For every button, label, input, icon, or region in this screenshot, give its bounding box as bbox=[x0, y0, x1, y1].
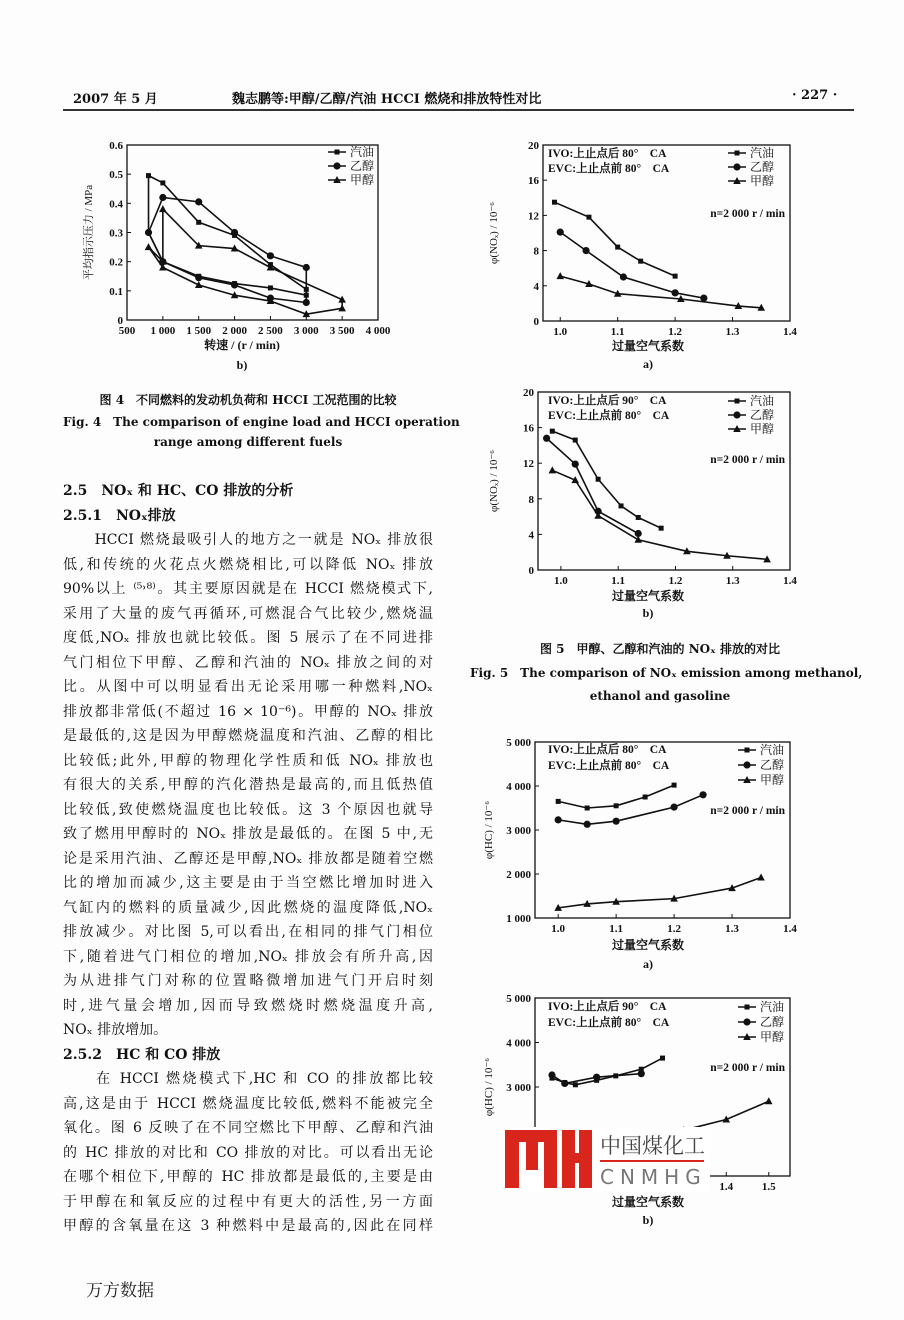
annotation: IVO:上止点后 90° CA bbox=[548, 1001, 667, 1013]
y-tick-label: 0.5 bbox=[109, 169, 123, 182]
x-tick-label: 1.5 bbox=[761, 1181, 776, 1193]
legend-label: 汽油 bbox=[750, 394, 775, 408]
body-text-column bbox=[63, 479, 433, 1239]
body-text-line: 比。从图中可以明显看出无论采用哪一种燃料,NOₓ bbox=[63, 679, 433, 695]
data-point bbox=[195, 274, 202, 281]
series-line-circle bbox=[547, 438, 639, 533]
body-text-line: 气缸内的燃料的质量减少,因此燃烧的温度降低,NOₓ bbox=[63, 899, 433, 916]
body-text-line: 采用了大量的废气再循环,可燃混合气比较少,燃烧温 bbox=[63, 605, 433, 622]
y-tick-label: 0 bbox=[533, 316, 539, 328]
data-point bbox=[146, 173, 151, 178]
annotation: n=2 000 r / min bbox=[710, 454, 785, 466]
body-text-line: 排放减少。对比图 5,可以看出,在相同的排气门相位 bbox=[63, 924, 433, 940]
data-point bbox=[673, 274, 678, 279]
body-text-line: 有很大的关系,甲醇的汽化潜热是最高的,而且低热值 bbox=[63, 777, 433, 793]
header-page-number: · 227 · bbox=[792, 88, 838, 103]
legend-marker bbox=[333, 162, 340, 169]
x-tick-label: 1.4 bbox=[719, 1181, 734, 1193]
data-point bbox=[303, 264, 310, 271]
x-tick-label: 1.0 bbox=[553, 326, 568, 338]
legend-label: 甲醇 bbox=[750, 422, 775, 436]
body-text-line: 比较低,致使燃烧温度也比较低。这 3 个原因也就导 bbox=[63, 801, 433, 818]
data-point bbox=[700, 295, 707, 302]
body-text-line: 排放都非常低(不超过 16 × 10⁻⁶)。甲醇的 NOₓ 排放 bbox=[63, 703, 433, 720]
legend-label: 汽油 bbox=[760, 743, 785, 757]
section-heading: 2.5.2 HC 和 CO 排放 bbox=[63, 1046, 221, 1063]
series-line-circle bbox=[560, 232, 704, 298]
body-text-line: 是最低的,这是因为甲醇燃烧温度和汽油、乙醇的相比 bbox=[63, 728, 433, 744]
annotation: EVC:上止点前 80° CA bbox=[548, 163, 670, 175]
y-axis-label: φ(HC) / 10⁻⁶ bbox=[483, 1057, 495, 1117]
plot-frame bbox=[127, 145, 378, 320]
data-point bbox=[757, 874, 765, 881]
data-point bbox=[543, 435, 550, 442]
x-axis-label: 过量空气系数 bbox=[611, 1195, 685, 1209]
y-tick-label: 5 000 bbox=[506, 993, 531, 1005]
legend-marker bbox=[733, 411, 740, 418]
y-tick-label: 16 bbox=[528, 175, 539, 188]
body-text-line: 低,和传统的火花点火燃烧相比,可以降低 NOₓ 排放 bbox=[63, 556, 433, 573]
body-text-line: 甲醇的含氧量在这 3 种燃料中是最高的,因此在同样 bbox=[63, 1218, 433, 1234]
x-tick-label: 1.0 bbox=[554, 575, 568, 587]
legend-label: 乙醇 bbox=[760, 1015, 785, 1029]
panel-label: b) bbox=[236, 358, 248, 372]
data-point bbox=[572, 460, 579, 467]
annotation: IVO:上止点后 80° CA bbox=[548, 744, 667, 756]
x-axis-label: 过量空气系数 bbox=[611, 938, 685, 952]
y-tick-label: 1 000 bbox=[506, 913, 531, 925]
y-tick-label: 12 bbox=[523, 458, 534, 471]
x-tick-label: 1 000 bbox=[150, 325, 176, 337]
body-text-line: 比的增加而减少,这主要是由于当空燃比增加时进入 bbox=[63, 875, 433, 891]
data-point bbox=[268, 285, 273, 290]
data-point bbox=[620, 273, 627, 280]
y-tick-label: 0.2 bbox=[109, 256, 123, 269]
y-tick-label: 4 000 bbox=[506, 781, 531, 793]
chart-4 bbox=[483, 993, 790, 1227]
header-date: 2007 年 5 月 bbox=[73, 92, 158, 107]
y-tick-label: 16 bbox=[523, 422, 534, 435]
fig5-caption-en-1: Fig. 5 The comparison of NOₓ emission among methanol, bbox=[470, 666, 863, 680]
annotation: n=2 000 r / min bbox=[710, 1062, 785, 1074]
annotation: IVO:上止点后 90° CA bbox=[548, 395, 667, 407]
annotation: n=2 000 r / min bbox=[710, 805, 785, 817]
legend-marker bbox=[733, 163, 740, 170]
y-tick-label: 4 000 bbox=[506, 1037, 531, 1050]
body-text-line: 氧化。图 6 反映了在不同空燃比下甲醇、乙醇和汽油 bbox=[63, 1120, 433, 1136]
body-text-line: 致了燃用甲醇时的 NOₓ 排放是最低的。在图 5 中,无 bbox=[63, 826, 433, 842]
data-point bbox=[672, 783, 677, 788]
data-point bbox=[765, 1097, 773, 1104]
annotation: n=2 000 r / min bbox=[710, 208, 785, 220]
x-tick-label: 3 000 bbox=[293, 325, 319, 337]
data-point bbox=[550, 429, 555, 434]
chart-0 bbox=[81, 140, 391, 372]
data-point bbox=[231, 229, 238, 236]
body-text-line: NOₓ 排放增加。 bbox=[63, 1022, 168, 1038]
y-tick-label: 0.4 bbox=[109, 198, 123, 211]
chart-3 bbox=[483, 737, 797, 971]
series-line-triangle bbox=[149, 209, 343, 314]
y-axis-label: φ(NOₓ) / 10⁻⁶ bbox=[488, 450, 500, 512]
legend-label: 甲醇 bbox=[760, 1030, 785, 1044]
legend-label: 甲醇 bbox=[350, 173, 375, 187]
data-point bbox=[584, 821, 591, 828]
fig4-caption-en-2: range among different fuels bbox=[153, 435, 343, 449]
data-point bbox=[267, 252, 274, 259]
body-text-line: 度低,NOₓ 排放也就比较低。图 5 展示了在不同进排 bbox=[63, 630, 433, 646]
data-point bbox=[613, 818, 620, 825]
y-tick-label: 8 bbox=[533, 245, 539, 258]
data-point bbox=[338, 304, 346, 311]
data-point bbox=[303, 299, 310, 306]
body-text-line: 于甲醇在和氧反应的过程中有更大的活性,另一方面 bbox=[63, 1193, 433, 1210]
y-tick-label: 20 bbox=[528, 140, 539, 152]
legend-marker bbox=[745, 748, 750, 753]
chart-2 bbox=[488, 387, 797, 620]
x-tick-label: 1.3 bbox=[725, 326, 740, 338]
section-heading: 2.5 NOₓ 和 HC、CO 排放的分析 bbox=[63, 483, 294, 499]
y-tick-label: 3 000 bbox=[506, 1082, 531, 1094]
data-point bbox=[582, 247, 589, 254]
panel-label: b) bbox=[642, 1213, 654, 1227]
body-text-line: 时,进气量会增加,因而导致燃烧时燃烧温度升高, bbox=[63, 997, 433, 1014]
x-tick-label: 1.2 bbox=[668, 326, 682, 338]
data-point bbox=[596, 477, 601, 482]
data-point bbox=[660, 1056, 665, 1061]
x-tick-label: 1.0 bbox=[551, 923, 566, 935]
body-text-line: 为从进排气门对称的位置略微增加进气门开启时刻 bbox=[63, 973, 433, 989]
x-tick-label: 1.3 bbox=[725, 575, 740, 587]
x-tick-label: 1.4 bbox=[783, 923, 797, 935]
data-point bbox=[159, 205, 167, 212]
data-point bbox=[634, 536, 642, 543]
series-line-circle bbox=[149, 198, 307, 303]
y-tick-label: 20 bbox=[523, 387, 534, 399]
panel-label: a) bbox=[643, 357, 653, 371]
x-tick-label: 2 500 bbox=[258, 325, 283, 337]
y-tick-label: 3 000 bbox=[506, 825, 531, 837]
body-text-line: 比较低;此外,甲醇的物理化学性质和低 NOₓ 排放也 bbox=[63, 752, 433, 769]
panel-label: a) bbox=[643, 957, 653, 971]
legend-label: 乙醇 bbox=[350, 159, 375, 173]
data-point bbox=[159, 194, 166, 201]
series-line-square bbox=[552, 431, 661, 528]
body-text-line: 90%以上 ⁽⁵˒⁸⁾。其主要原因就是在 HCCI 燃烧模式下, bbox=[63, 581, 433, 597]
body-text-line: 论是采用汽油、乙醇还是甲醇,NOₓ 排放都是随着空燃 bbox=[63, 850, 433, 867]
legend-marker bbox=[743, 1018, 750, 1025]
x-axis-label: 转速 / (r / min) bbox=[204, 338, 280, 352]
data-point bbox=[231, 281, 238, 288]
data-point bbox=[195, 198, 202, 205]
y-tick-label: 0 bbox=[117, 315, 123, 327]
annotation: EVC:上止点前 80° CA bbox=[548, 760, 670, 772]
x-tick-label: 1.2 bbox=[667, 923, 681, 935]
fig4-caption-en-1: Fig. 4 The comparison of engine load and HCCI operation bbox=[63, 415, 460, 429]
body-text-line: 气门相位下甲醇、乙醇和汽油的 NOₓ 排放之间的对 bbox=[63, 654, 433, 671]
data-point bbox=[556, 272, 564, 279]
data-point bbox=[552, 200, 557, 205]
y-axis-label: 平均指示压力 / MPa bbox=[83, 184, 95, 281]
series-line-square bbox=[554, 202, 675, 276]
y-tick-label: 0.3 bbox=[109, 227, 123, 240]
data-point bbox=[557, 229, 564, 236]
data-point bbox=[659, 526, 664, 531]
series-line-circle bbox=[558, 795, 703, 824]
data-point bbox=[160, 180, 165, 185]
legend-marker bbox=[745, 1005, 750, 1010]
data-point bbox=[636, 515, 641, 520]
x-tick-label: 1.4 bbox=[783, 326, 797, 338]
data-point bbox=[643, 795, 648, 800]
data-point bbox=[699, 791, 706, 798]
y-tick-label: 4 bbox=[528, 529, 534, 542]
body-text-line: 的 HC 排放的对比和 CO 排放的对比。可以看出无论 bbox=[63, 1144, 433, 1161]
body-text-line: 在哪个相位下,甲醇的 HC 排放都是最低的,主要是由 bbox=[63, 1169, 433, 1185]
x-tick-label: 1.1 bbox=[611, 575, 626, 587]
x-tick-label: 3 500 bbox=[329, 325, 355, 337]
annotation: EVC:上止点前 80° CA bbox=[548, 1017, 670, 1029]
x-tick-label: 1.3 bbox=[725, 923, 739, 935]
data-point bbox=[556, 799, 561, 804]
data-point bbox=[619, 503, 624, 508]
data-point bbox=[672, 289, 679, 296]
data-point bbox=[548, 1071, 555, 1078]
data-point bbox=[638, 259, 643, 264]
y-tick-label: 2 000 bbox=[506, 869, 531, 881]
data-point bbox=[585, 806, 590, 811]
x-tick-label: 1.1 bbox=[609, 923, 624, 935]
y-tick-label: 5 000 bbox=[506, 737, 531, 749]
section-heading: 2.5.1 NOₓ排放 bbox=[63, 507, 176, 524]
watermark-en-text: CNMHG bbox=[600, 1165, 707, 1189]
data-point bbox=[549, 466, 557, 473]
x-tick-label: 2 000 bbox=[222, 325, 247, 337]
legend-marker bbox=[735, 151, 740, 156]
fig5-caption-cn: 图 5 甲醇、乙醇和汽油的 NOₓ 排放的对比 bbox=[539, 642, 780, 656]
annotation: EVC:上止点前 80° CA bbox=[548, 410, 670, 422]
series-line-triangle bbox=[560, 276, 761, 308]
annotation: IVO:上止点后 80° CA bbox=[548, 148, 667, 160]
y-tick-label: 8 bbox=[528, 493, 534, 506]
data-point bbox=[196, 220, 201, 225]
legend-marker bbox=[735, 399, 740, 404]
series-line-square bbox=[149, 176, 307, 296]
legend-label: 乙醇 bbox=[750, 160, 775, 174]
x-tick-label: 1.2 bbox=[668, 575, 683, 587]
data-point bbox=[670, 804, 677, 811]
legend-marker bbox=[335, 150, 340, 155]
x-tick-label: 1.1 bbox=[610, 326, 625, 338]
data-point bbox=[638, 1070, 645, 1077]
watermark-cn-text: 中国煤化工 bbox=[600, 1134, 705, 1158]
y-tick-label: 0.6 bbox=[109, 140, 123, 152]
body-text-line: 高,这是由于 HCCI 燃烧温度比较低,燃料不能被完全 bbox=[63, 1095, 433, 1112]
legend-label: 乙醇 bbox=[750, 408, 775, 422]
legend-label: 汽油 bbox=[350, 145, 375, 159]
y-tick-label: 12 bbox=[528, 210, 539, 223]
data-point bbox=[145, 243, 153, 250]
watermark-mh-logo bbox=[500, 1127, 710, 1191]
y-axis-label: φ(NOₓ) / 10⁻⁶ bbox=[488, 202, 500, 264]
data-point bbox=[561, 1080, 568, 1087]
y-tick-label: 0 bbox=[528, 565, 534, 577]
y-axis-label: φ(HC) / 10⁻⁶ bbox=[483, 800, 495, 860]
legend-label: 汽油 bbox=[750, 146, 775, 160]
x-tick-label: 4 000 bbox=[365, 325, 391, 337]
data-point bbox=[573, 438, 578, 443]
fig4-caption-cn: 图 4 不同燃料的发动机负荷和 HCCI 工况范围的比较 bbox=[99, 393, 397, 407]
body-text-line: 在 HCCI 燃烧模式下,HC 和 CO 的排放都比较 bbox=[63, 1071, 433, 1087]
data-point bbox=[555, 816, 562, 823]
series-line-square bbox=[552, 1058, 663, 1085]
x-axis-label: 过量空气系数 bbox=[611, 589, 685, 603]
x-tick-label: 500 bbox=[118, 325, 136, 337]
legend-label: 乙醇 bbox=[760, 758, 785, 772]
legend-label: 汽油 bbox=[760, 1000, 785, 1014]
body-text-line: HCCI 燃烧最吸引人的地方之一就是 NOₓ 排放很 bbox=[63, 532, 433, 548]
data-point bbox=[586, 215, 591, 220]
body-text-line: 下,随着进气门相位的增加,NOₓ 排放会有所升高,因 bbox=[63, 948, 433, 965]
data-point bbox=[145, 229, 152, 236]
watermark-logo bbox=[500, 1127, 710, 1191]
data-point bbox=[615, 245, 620, 250]
footer-source: 万方数据 bbox=[86, 1281, 154, 1301]
legend-label: 甲醇 bbox=[750, 174, 775, 188]
x-tick-label: 1 500 bbox=[186, 325, 212, 337]
legend-marker bbox=[743, 761, 750, 768]
header-title: 魏志鹏等:甲醇/乙醇/汽油 HCCI 燃烧和排放特性对比 bbox=[232, 92, 542, 107]
y-tick-label: 0.1 bbox=[109, 285, 123, 298]
x-tick-label: 1.4 bbox=[783, 575, 797, 587]
y-tick-label: 4 bbox=[533, 280, 539, 293]
data-point bbox=[614, 803, 619, 808]
data-point bbox=[573, 1082, 578, 1087]
data-point bbox=[593, 1074, 600, 1081]
panel-label: b) bbox=[642, 606, 654, 620]
x-axis-label: 过量空气系数 bbox=[611, 339, 685, 353]
legend-label: 甲醇 bbox=[760, 773, 785, 787]
chart-1 bbox=[488, 140, 797, 371]
fig5-caption-en-2: ethanol and gasoline bbox=[589, 689, 731, 703]
